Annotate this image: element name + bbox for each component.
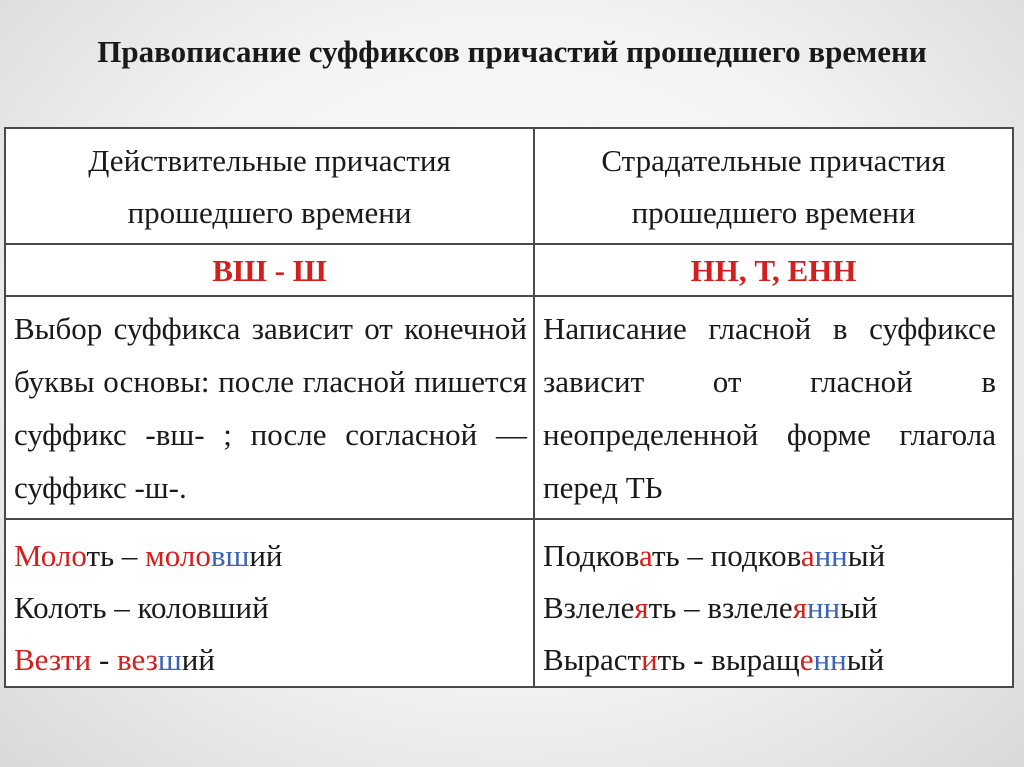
example-text: ть - выращ [657, 642, 800, 677]
examples-passive [534, 519, 1013, 687]
example-text: Взлеле [543, 590, 635, 625]
highlighted-letters: нн [806, 590, 841, 625]
highlighted-letters: и [641, 642, 658, 677]
highlighted-letters: а [800, 538, 815, 573]
example-text: ый [840, 590, 878, 625]
suffix-active: ВШ - Ш [5, 244, 534, 296]
highlighted-letters: нн [814, 538, 848, 573]
example-line [14, 634, 527, 686]
example-text: ть – подков [651, 538, 801, 573]
example-text: Выраст [543, 642, 642, 677]
highlighted-letters: вш [210, 538, 250, 573]
header-active-participles: Действительные причастия прошедшего времени [5, 128, 534, 244]
highlighted-letters: ш [157, 642, 182, 677]
rule-passive: Написание гласной в суффиксе зависит от гласной в неопределенной форме глагола перед ТЬ [534, 296, 1013, 519]
highlighted-letters: я [792, 590, 807, 625]
highlighted-letters: Везти [14, 642, 92, 677]
examples-active [5, 519, 534, 687]
example-text: Колоть – коловший [14, 590, 269, 625]
rule-row [5, 296, 1013, 519]
suffix-row [5, 244, 1013, 296]
examples-row [5, 519, 1013, 687]
example-line [14, 582, 527, 634]
highlighted-letters: нн [813, 642, 847, 677]
page-title: Правописание суффиксов причастий прошедшего времени [97, 34, 927, 69]
suffix-passive: НН, Т, ЕНН [534, 244, 1013, 296]
highlighted-letters: я [634, 590, 649, 625]
example-line [543, 530, 1006, 582]
suffix-rules-table [4, 127, 1014, 688]
rule-active: Выбор суффикса зависит от конечной буквы основы: после гласной пишется суффикс -вш- ; после согласной — суффикс -ш-. [5, 296, 534, 519]
highlighted-letters: вез [117, 642, 158, 677]
highlighted-letters: моло [145, 538, 211, 573]
example-text: ый [846, 642, 885, 677]
example-text: ть – взлеле [648, 590, 793, 625]
header-passive-participles: Страдательные причастия прошедшего времени [534, 128, 1013, 244]
example-line [543, 634, 1006, 686]
example-text: ый [847, 538, 886, 573]
example-text: ий [181, 642, 215, 677]
example-text: Подков [543, 538, 639, 573]
example-text: - [91, 642, 118, 677]
highlighted-letters: е [799, 642, 814, 677]
table-header-row [5, 128, 1013, 244]
example-line [543, 582, 1006, 634]
example-text: ий [249, 538, 283, 573]
example-text: ть – [86, 538, 146, 573]
example-line [14, 530, 527, 582]
highlighted-letters: а [638, 538, 652, 573]
highlighted-letters: Моло [14, 538, 87, 573]
